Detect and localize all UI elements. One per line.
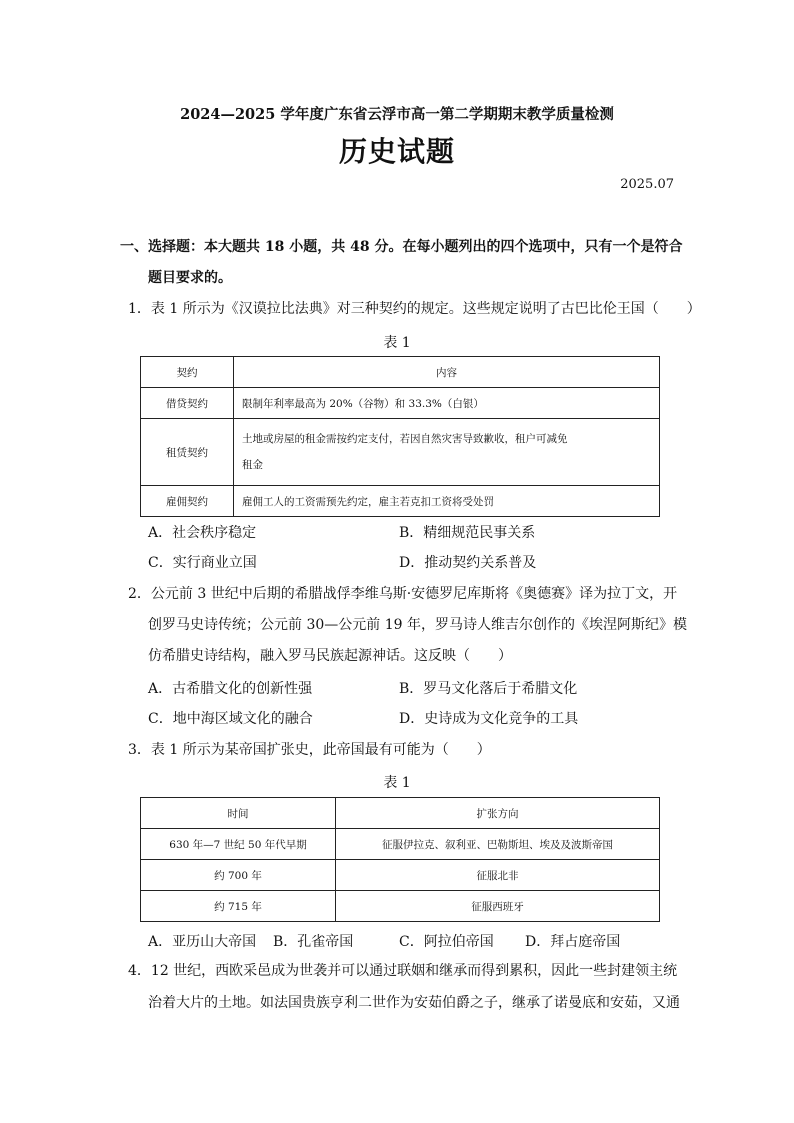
q1-table bbox=[140, 356, 660, 517]
q3-option-b: B．孔雀帝国 bbox=[273, 934, 354, 950]
table-header-cell: 内容 bbox=[234, 357, 660, 388]
table-cell bbox=[234, 419, 660, 486]
table-cell: 征服北非 bbox=[336, 860, 660, 891]
q4-line2: 治着大片的土地。如法国贵族亨利二世作为安茹伯爵之子，继承了诺曼底和安茹，又通 bbox=[148, 995, 680, 1011]
table-cell: 雇佣工人的工资需预先约定，雇主若克扣工资将受处罚 bbox=[234, 486, 660, 517]
q3-option-a: A．亚历山大帝国 bbox=[148, 934, 257, 950]
table-cell-line: 土地或房屋的租金需按约定支付，若因自然灾害导致歉收，租户可减免 bbox=[242, 433, 568, 445]
table-cell: 限制年利率最高为 20%（谷物）和 33.3%（白银） bbox=[234, 388, 660, 419]
table-header-cell: 时间 bbox=[141, 798, 336, 829]
q3-table bbox=[140, 797, 660, 922]
section-heading-line1: 一、选择题：本大题共 18 小题，共 48 分。在每小题列出的四个选项中，只有一个是符合 bbox=[120, 239, 683, 255]
section-heading-line2: 题目要求的。 bbox=[148, 270, 232, 286]
exam-date: 2025.07 bbox=[620, 177, 674, 192]
table-cell: 630 年—7 世纪 50 年代早期 bbox=[141, 829, 336, 860]
table-row bbox=[141, 486, 660, 517]
exam-title: 历史试题 bbox=[338, 135, 455, 168]
q1-stem: 1．表 1 所示为《汉谟拉比法典》对三种契约的规定。这些规定说明了古巴比伦王国（ ） bbox=[128, 301, 701, 317]
table-row bbox=[141, 891, 660, 922]
table-cell: 租赁契约 bbox=[141, 419, 234, 486]
table-header-cell: 契约 bbox=[141, 357, 234, 388]
q3-option-d: D．拜占庭帝国 bbox=[525, 934, 621, 950]
q2-option-a: A．古希腊文化的创新性强 bbox=[148, 681, 313, 697]
q2-option-c: C．地中海区域文化的融合 bbox=[148, 711, 313, 727]
q1-option-b: B．精细规范民事关系 bbox=[399, 525, 536, 541]
table-row bbox=[141, 829, 660, 860]
q2-option-b: B．罗马文化落后于希腊文化 bbox=[399, 681, 578, 697]
q3-stem: 3．表 1 所示为某帝国扩张史，此帝国最有可能为（ ） bbox=[128, 742, 491, 758]
q2-line3: 仿希腊史诗结构，融入罗马民族起源神话。这反映（ ） bbox=[148, 648, 512, 664]
q2-line1: 2．公元前 3 世纪中后期的希腊战俘李维乌斯·安德罗尼库斯将《奥德赛》译为拉丁文，开 bbox=[128, 586, 678, 602]
table-row bbox=[141, 388, 660, 419]
q1-table-caption: 表 1 bbox=[383, 335, 411, 351]
table-cell-line: 租金 bbox=[242, 459, 263, 471]
table-header-row bbox=[141, 798, 660, 829]
table-cell: 征服西班牙 bbox=[336, 891, 660, 922]
table-cell: 借贷契约 bbox=[141, 388, 234, 419]
table-cell: 约 715 年 bbox=[141, 891, 336, 922]
q1-option-c: C．实行商业立国 bbox=[148, 555, 257, 571]
table-cell: 雇佣契约 bbox=[141, 486, 234, 517]
exam-subtitle: 2024—2025 学年度广东省云浮市高一第二学期期末教学质量检测 bbox=[180, 106, 614, 123]
q4-line1: 4．12 世纪，西欧采邑成为世袭并可以通过联姻和继承而得到累积，因此一些封建领主统 bbox=[128, 963, 678, 979]
q2-line2: 创罗马史诗传统；公元前 30—公元前 19 年，罗马诗人维吉尔创作的《埃涅阿斯纪》模 bbox=[148, 617, 687, 633]
table-cell: 征服伊拉克、叙利亚、巴勒斯坦、埃及及波斯帝国 bbox=[336, 829, 660, 860]
table-header-row bbox=[141, 357, 660, 388]
q1-option-d: D．推动契约关系普及 bbox=[399, 555, 537, 571]
table-header-cell: 扩张方向 bbox=[336, 798, 660, 829]
table-row bbox=[141, 860, 660, 891]
table-cell: 约 700 年 bbox=[141, 860, 336, 891]
table-row bbox=[141, 419, 660, 486]
q1-option-a: A．社会秩序稳定 bbox=[148, 525, 257, 541]
q3-option-c: C．阿拉伯帝国 bbox=[399, 934, 494, 950]
q3-table-caption: 表 1 bbox=[383, 775, 411, 791]
q2-option-d: D．史诗成为文化竞争的工具 bbox=[399, 711, 579, 727]
